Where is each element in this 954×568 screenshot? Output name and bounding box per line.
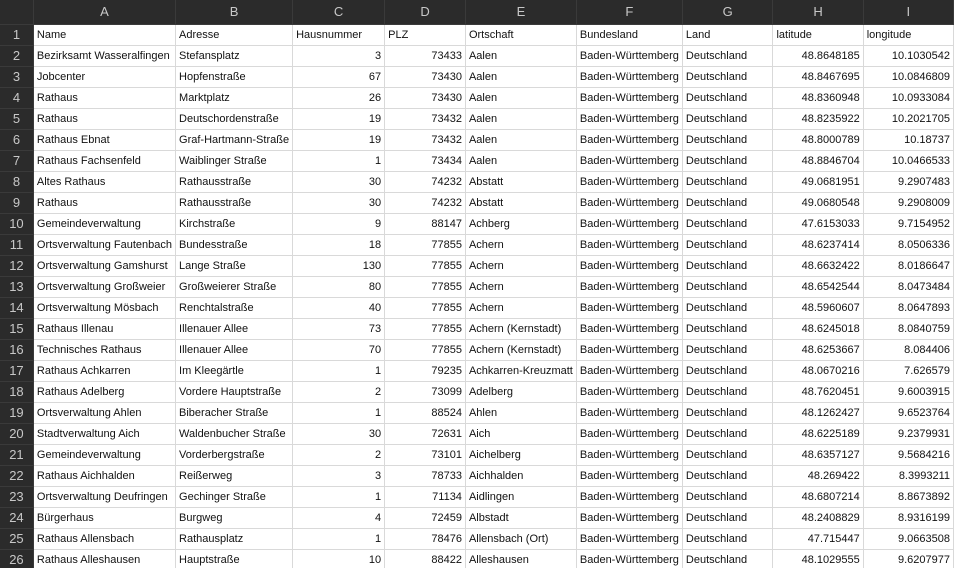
cell-h12[interactable]: 48.6632422 bbox=[773, 255, 863, 276]
cell-i1[interactable]: longitude bbox=[863, 24, 953, 45]
table-row bbox=[0, 171, 954, 192]
cell-b25[interactable]: Rathausplatz bbox=[176, 528, 293, 549]
cell-g3[interactable]: Deutschland bbox=[682, 66, 773, 87]
cell-i21[interactable]: 9.5684216 bbox=[863, 444, 953, 465]
cell-g16[interactable]: Deutschland bbox=[682, 339, 773, 360]
row-header[interactable]: 4 bbox=[0, 87, 33, 108]
cell-i14[interactable]: 8.0647893 bbox=[863, 297, 953, 318]
cell-d26[interactable]: 88422 bbox=[385, 549, 466, 568]
table-row bbox=[0, 150, 954, 171]
cell-g22[interactable]: Deutschland bbox=[682, 465, 773, 486]
row-header[interactable]: 13 bbox=[0, 276, 33, 297]
row-header[interactable]: 19 bbox=[0, 402, 33, 423]
table-row bbox=[0, 24, 954, 45]
row-header[interactable]: 3 bbox=[0, 66, 33, 87]
cell-g26[interactable]: Deutschland bbox=[682, 549, 773, 568]
table-row bbox=[0, 108, 954, 129]
cell-e22[interactable]: Aichhalden bbox=[465, 465, 576, 486]
row-header[interactable]: 22 bbox=[0, 465, 33, 486]
cell-h15[interactable]: 48.6245018 bbox=[773, 318, 863, 339]
cell-d15[interactable]: 77855 bbox=[385, 318, 466, 339]
cell-c23[interactable]: 1 bbox=[293, 486, 385, 507]
row-header[interactable]: 25 bbox=[0, 528, 33, 549]
cell-c26[interactable]: 10 bbox=[293, 549, 385, 568]
cell-a18[interactable]: Rathaus Adelberg bbox=[33, 381, 175, 402]
cell-c8[interactable]: 30 bbox=[293, 171, 385, 192]
cell-g25[interactable]: Deutschland bbox=[682, 528, 773, 549]
cell-b12[interactable]: Lange Straße bbox=[176, 255, 293, 276]
cell-d2[interactable]: 73433 bbox=[385, 45, 466, 66]
cell-b11[interactable]: Bundesstraße bbox=[176, 234, 293, 255]
cell-g24[interactable]: Deutschland bbox=[682, 507, 773, 528]
cell-d22[interactable]: 78733 bbox=[385, 465, 466, 486]
cell-h23[interactable]: 48.6807214 bbox=[773, 486, 863, 507]
cell-d23[interactable]: 71134 bbox=[385, 486, 466, 507]
cell-a4[interactable]: Rathaus bbox=[33, 87, 175, 108]
cell-g10[interactable]: Deutschland bbox=[682, 213, 773, 234]
select-all-corner[interactable] bbox=[0, 0, 33, 24]
cell-f20[interactable]: Baden-Württemberg bbox=[576, 423, 682, 444]
row-header[interactable]: 6 bbox=[0, 129, 33, 150]
cell-f18[interactable]: Baden-Württemberg bbox=[576, 381, 682, 402]
row-header[interactable]: 11 bbox=[0, 234, 33, 255]
row-header[interactable]: 26 bbox=[0, 549, 33, 568]
cell-i17[interactable]: 7.626579 bbox=[863, 360, 953, 381]
column-header-i[interactable]: I bbox=[863, 0, 953, 24]
table-row bbox=[0, 549, 954, 568]
column-header-g[interactable]: G bbox=[682, 0, 773, 24]
cell-c7[interactable]: 1 bbox=[293, 150, 385, 171]
cell-h25[interactable]: 47.715447 bbox=[773, 528, 863, 549]
cell-c13[interactable]: 80 bbox=[293, 276, 385, 297]
cell-c5[interactable]: 19 bbox=[293, 108, 385, 129]
cell-e21[interactable]: Aichelberg bbox=[465, 444, 576, 465]
cell-h8[interactable]: 49.0681951 bbox=[773, 171, 863, 192]
cell-a16[interactable]: Technisches Rathaus bbox=[33, 339, 175, 360]
cell-g2[interactable]: Deutschland bbox=[682, 45, 773, 66]
cell-i2[interactable]: 10.1030542 bbox=[863, 45, 953, 66]
cell-h7[interactable]: 48.8846704 bbox=[773, 150, 863, 171]
cell-c2[interactable]: 3 bbox=[293, 45, 385, 66]
cell-g21[interactable]: Deutschland bbox=[682, 444, 773, 465]
cell-f6[interactable]: Baden-Württemberg bbox=[576, 129, 682, 150]
cell-e1[interactable]: Ortschaft bbox=[465, 24, 576, 45]
row-header[interactable]: 24 bbox=[0, 507, 33, 528]
cell-a17[interactable]: Rathaus Achkarren bbox=[33, 360, 175, 381]
cell-e17[interactable]: Achkarren-Kreuzmatt bbox=[465, 360, 576, 381]
cell-g12[interactable]: Deutschland bbox=[682, 255, 773, 276]
table-row bbox=[0, 276, 954, 297]
cell-i7[interactable]: 10.0466533 bbox=[863, 150, 953, 171]
cell-i25[interactable]: 9.0663508 bbox=[863, 528, 953, 549]
cell-a21[interactable]: Gemeindeverwaltung bbox=[33, 444, 175, 465]
cell-f21[interactable]: Baden-Württemberg bbox=[576, 444, 682, 465]
cell-f13[interactable]: Baden-Württemberg bbox=[576, 276, 682, 297]
cell-b13[interactable]: Großweierer Straße bbox=[176, 276, 293, 297]
cell-f25[interactable]: Baden-Württemberg bbox=[576, 528, 682, 549]
cell-b10[interactable]: Kirchstraße bbox=[176, 213, 293, 234]
cell-g15[interactable]: Deutschland bbox=[682, 318, 773, 339]
row-header[interactable]: 17 bbox=[0, 360, 33, 381]
cell-h4[interactable]: 48.8360948 bbox=[773, 87, 863, 108]
table-row bbox=[0, 87, 954, 108]
column-header-row bbox=[0, 0, 954, 24]
table-row bbox=[0, 192, 954, 213]
cell-c10[interactable]: 9 bbox=[293, 213, 385, 234]
cell-b4[interactable]: Marktplatz bbox=[176, 87, 293, 108]
cell-h10[interactable]: 47.6153033 bbox=[773, 213, 863, 234]
row-header[interactable]: 5 bbox=[0, 108, 33, 129]
cell-i19[interactable]: 9.6523764 bbox=[863, 402, 953, 423]
cell-f2[interactable]: Baden-Württemberg bbox=[576, 45, 682, 66]
cell-i6[interactable]: 10.18737 bbox=[863, 129, 953, 150]
cell-b18[interactable]: Vordere Hauptstraße bbox=[176, 381, 293, 402]
cell-e9[interactable]: Abstatt bbox=[465, 192, 576, 213]
row-header[interactable]: 16 bbox=[0, 339, 33, 360]
cell-b6[interactable]: Graf-Hartmann-Straße bbox=[176, 129, 293, 150]
cell-a6[interactable]: Rathaus Ebnat bbox=[33, 129, 175, 150]
cell-h3[interactable]: 48.8467695 bbox=[773, 66, 863, 87]
cell-e26[interactable]: Alleshausen bbox=[465, 549, 576, 568]
cell-e15[interactable]: Achern (Kernstadt) bbox=[465, 318, 576, 339]
cell-e4[interactable]: Aalen bbox=[465, 87, 576, 108]
cell-i5[interactable]: 10.2021705 bbox=[863, 108, 953, 129]
cell-d20[interactable]: 72631 bbox=[385, 423, 466, 444]
cell-d24[interactable]: 72459 bbox=[385, 507, 466, 528]
cell-d7[interactable]: 73434 bbox=[385, 150, 466, 171]
cell-h21[interactable]: 48.6357127 bbox=[773, 444, 863, 465]
table-row bbox=[0, 507, 954, 528]
cell-c25[interactable]: 1 bbox=[293, 528, 385, 549]
table-row bbox=[0, 465, 954, 486]
cell-a5[interactable]: Rathaus bbox=[33, 108, 175, 129]
cell-d4[interactable]: 73430 bbox=[385, 87, 466, 108]
cell-f14[interactable]: Baden-Württemberg bbox=[576, 297, 682, 318]
cell-d10[interactable]: 88147 bbox=[385, 213, 466, 234]
cell-c19[interactable]: 1 bbox=[293, 402, 385, 423]
cell-f22[interactable]: Baden-Württemberg bbox=[576, 465, 682, 486]
cell-b2[interactable]: Stefansplatz bbox=[176, 45, 293, 66]
cell-d12[interactable]: 77855 bbox=[385, 255, 466, 276]
table-row bbox=[0, 528, 954, 549]
cell-g7[interactable]: Deutschland bbox=[682, 150, 773, 171]
cell-g18[interactable]: Deutschland bbox=[682, 381, 773, 402]
cell-c18[interactable]: 2 bbox=[293, 381, 385, 402]
column-header-b[interactable]: B bbox=[176, 0, 293, 24]
cell-d21[interactable]: 73101 bbox=[385, 444, 466, 465]
cell-a8[interactable]: Altes Rathaus bbox=[33, 171, 175, 192]
cell-c9[interactable]: 30 bbox=[293, 192, 385, 213]
cell-a19[interactable]: Ortsverwaltung Ahlen bbox=[33, 402, 175, 423]
table-row bbox=[0, 129, 954, 150]
cell-c17[interactable]: 1 bbox=[293, 360, 385, 381]
cell-b5[interactable]: Deutschordenstraße bbox=[176, 108, 293, 129]
cell-d17[interactable]: 79235 bbox=[385, 360, 466, 381]
cell-b19[interactable]: Biberacher Straße bbox=[176, 402, 293, 423]
cell-c11[interactable]: 18 bbox=[293, 234, 385, 255]
cell-i4[interactable]: 10.0933084 bbox=[863, 87, 953, 108]
cell-d11[interactable]: 77855 bbox=[385, 234, 466, 255]
cell-a23[interactable]: Ortsverwaltung Deufringen bbox=[33, 486, 175, 507]
cell-e5[interactable]: Aalen bbox=[465, 108, 576, 129]
cell-e10[interactable]: Achberg bbox=[465, 213, 576, 234]
cell-h13[interactable]: 48.6542544 bbox=[773, 276, 863, 297]
cell-b24[interactable]: Burgweg bbox=[176, 507, 293, 528]
table-row bbox=[0, 45, 954, 66]
cell-f26[interactable]: Baden-Württemberg bbox=[576, 549, 682, 568]
cell-e3[interactable]: Aalen bbox=[465, 66, 576, 87]
cell-g5[interactable]: Deutschland bbox=[682, 108, 773, 129]
cell-h14[interactable]: 48.5960607 bbox=[773, 297, 863, 318]
cell-a13[interactable]: Ortsverwaltung Großweier bbox=[33, 276, 175, 297]
cell-b15[interactable]: Illenauer Allee bbox=[176, 318, 293, 339]
cell-d8[interactable]: 74232 bbox=[385, 171, 466, 192]
cell-c15[interactable]: 73 bbox=[293, 318, 385, 339]
cell-f19[interactable]: Baden-Württemberg bbox=[576, 402, 682, 423]
cell-h11[interactable]: 48.6237414 bbox=[773, 234, 863, 255]
cell-c3[interactable]: 67 bbox=[293, 66, 385, 87]
cell-h19[interactable]: 48.1262427 bbox=[773, 402, 863, 423]
cell-b7[interactable]: Waiblinger Straße bbox=[176, 150, 293, 171]
cell-i24[interactable]: 8.9316199 bbox=[863, 507, 953, 528]
cell-a3[interactable]: Jobcenter bbox=[33, 66, 175, 87]
cell-a14[interactable]: Ortsverwaltung Mösbach bbox=[33, 297, 175, 318]
cell-d9[interactable]: 74232 bbox=[385, 192, 466, 213]
table-row bbox=[0, 213, 954, 234]
cell-i8[interactable]: 9.2907483 bbox=[863, 171, 953, 192]
cell-b26[interactable]: Hauptstraße bbox=[176, 549, 293, 568]
cell-f11[interactable]: Baden-Württemberg bbox=[576, 234, 682, 255]
cell-h26[interactable]: 48.1029555 bbox=[773, 549, 863, 568]
cell-a15[interactable]: Rathaus Illenau bbox=[33, 318, 175, 339]
row-header[interactable]: 12 bbox=[0, 255, 33, 276]
cell-i11[interactable]: 8.0506336 bbox=[863, 234, 953, 255]
cell-g13[interactable]: Deutschland bbox=[682, 276, 773, 297]
cell-e20[interactable]: Aich bbox=[465, 423, 576, 444]
cell-b3[interactable]: Hopfenstraße bbox=[176, 66, 293, 87]
cell-h20[interactable]: 48.6225189 bbox=[773, 423, 863, 444]
cell-b22[interactable]: Reißerweg bbox=[176, 465, 293, 486]
cell-g9[interactable]: Deutschland bbox=[682, 192, 773, 213]
cell-h2[interactable]: 48.8648185 bbox=[773, 45, 863, 66]
cell-h24[interactable]: 48.2408829 bbox=[773, 507, 863, 528]
cell-g20[interactable]: Deutschland bbox=[682, 423, 773, 444]
cell-d1[interactable]: PLZ bbox=[385, 24, 466, 45]
table-row bbox=[0, 66, 954, 87]
table-row bbox=[0, 297, 954, 318]
cell-i9[interactable]: 9.2908009 bbox=[863, 192, 953, 213]
cell-e18[interactable]: Adelberg bbox=[465, 381, 576, 402]
cell-a20[interactable]: Stadtverwaltung Aich bbox=[33, 423, 175, 444]
table-row bbox=[0, 339, 954, 360]
cell-b8[interactable]: Rathausstraße bbox=[176, 171, 293, 192]
cell-g19[interactable]: Deutschland bbox=[682, 402, 773, 423]
column-header-h[interactable]: H bbox=[773, 0, 863, 24]
table-row bbox=[0, 360, 954, 381]
cell-d6[interactable]: 73432 bbox=[385, 129, 466, 150]
cell-i26[interactable]: 9.6207977 bbox=[863, 549, 953, 568]
cell-i16[interactable]: 8.084406 bbox=[863, 339, 953, 360]
cell-c1[interactable]: Hausnummer bbox=[293, 24, 385, 45]
column-header-f[interactable]: F bbox=[576, 0, 682, 24]
row-header[interactable]: 14 bbox=[0, 297, 33, 318]
cell-g6[interactable]: Deutschland bbox=[682, 129, 773, 150]
cell-e12[interactable]: Achern bbox=[465, 255, 576, 276]
cell-c24[interactable]: 4 bbox=[293, 507, 385, 528]
cell-d5[interactable]: 73432 bbox=[385, 108, 466, 129]
cell-g8[interactable]: Deutschland bbox=[682, 171, 773, 192]
cell-i12[interactable]: 8.0186647 bbox=[863, 255, 953, 276]
table-row bbox=[0, 381, 954, 402]
cell-a22[interactable]: Rathaus Aichhalden bbox=[33, 465, 175, 486]
row-header[interactable]: 1 bbox=[0, 24, 33, 45]
cell-e19[interactable]: Ahlen bbox=[465, 402, 576, 423]
row-header[interactable]: 9 bbox=[0, 192, 33, 213]
column-header-c[interactable]: C bbox=[293, 0, 385, 24]
cell-d19[interactable]: 88524 bbox=[385, 402, 466, 423]
cell-g17[interactable]: Deutschland bbox=[682, 360, 773, 381]
column-header-e[interactable]: E bbox=[465, 0, 576, 24]
cell-e14[interactable]: Achern bbox=[465, 297, 576, 318]
cell-i20[interactable]: 9.2379931 bbox=[863, 423, 953, 444]
table-row bbox=[0, 318, 954, 339]
cell-b16[interactable]: Illenauer Allee bbox=[176, 339, 293, 360]
cell-f12[interactable]: Baden-Württemberg bbox=[576, 255, 682, 276]
cell-a1[interactable]: Name bbox=[33, 24, 175, 45]
cell-f23[interactable]: Baden-Württemberg bbox=[576, 486, 682, 507]
cell-c20[interactable]: 30 bbox=[293, 423, 385, 444]
cell-e7[interactable]: Aalen bbox=[465, 150, 576, 171]
cell-c14[interactable]: 40 bbox=[293, 297, 385, 318]
cell-a9[interactable]: Rathaus bbox=[33, 192, 175, 213]
cell-a11[interactable]: Ortsverwaltung Fautenbach bbox=[33, 234, 175, 255]
cell-e16[interactable]: Achern (Kernstadt) bbox=[465, 339, 576, 360]
cell-a12[interactable]: Ortsverwaltung Gamshurst bbox=[33, 255, 175, 276]
cell-h5[interactable]: 48.8235922 bbox=[773, 108, 863, 129]
cell-c6[interactable]: 19 bbox=[293, 129, 385, 150]
cell-a25[interactable]: Rathaus Allensbach bbox=[33, 528, 175, 549]
cell-c21[interactable]: 2 bbox=[293, 444, 385, 465]
row-header[interactable]: 18 bbox=[0, 381, 33, 402]
row-header[interactable]: 20 bbox=[0, 423, 33, 444]
cell-a2[interactable]: Bezirksamt Wasseralfingen bbox=[33, 45, 175, 66]
row-header[interactable]: 2 bbox=[0, 45, 33, 66]
cell-f4[interactable]: Baden-Württemberg bbox=[576, 87, 682, 108]
cell-h1[interactable]: latitude bbox=[773, 24, 863, 45]
cell-d13[interactable]: 77855 bbox=[385, 276, 466, 297]
cell-h6[interactable]: 48.8000789 bbox=[773, 129, 863, 150]
cell-i10[interactable]: 9.7154952 bbox=[863, 213, 953, 234]
cell-g1[interactable]: Land bbox=[682, 24, 773, 45]
cell-g4[interactable]: Deutschland bbox=[682, 87, 773, 108]
cell-d18[interactable]: 73099 bbox=[385, 381, 466, 402]
table-row bbox=[0, 255, 954, 276]
cell-g11[interactable]: Deutschland bbox=[682, 234, 773, 255]
cell-c16[interactable]: 70 bbox=[293, 339, 385, 360]
cell-f24[interactable]: Baden-Württemberg bbox=[576, 507, 682, 528]
table-row bbox=[0, 444, 954, 465]
cell-e24[interactable]: Albstadt bbox=[465, 507, 576, 528]
row-header[interactable]: 10 bbox=[0, 213, 33, 234]
cell-b21[interactable]: Vorderbergstraße bbox=[176, 444, 293, 465]
cell-e2[interactable]: Aalen bbox=[465, 45, 576, 66]
cell-f9[interactable]: Baden-Württemberg bbox=[576, 192, 682, 213]
cell-a10[interactable]: Gemeindeverwaltung bbox=[33, 213, 175, 234]
cell-e23[interactable]: Aidlingen bbox=[465, 486, 576, 507]
cell-i13[interactable]: 8.0473484 bbox=[863, 276, 953, 297]
cell-f15[interactable]: Baden-Württemberg bbox=[576, 318, 682, 339]
column-header-a[interactable]: A bbox=[33, 0, 175, 24]
cell-e11[interactable]: Achern bbox=[465, 234, 576, 255]
row-header[interactable]: 23 bbox=[0, 486, 33, 507]
table-row bbox=[0, 402, 954, 423]
cell-e6[interactable]: Aalen bbox=[465, 129, 576, 150]
cell-i15[interactable]: 8.0840759 bbox=[863, 318, 953, 339]
cell-f3[interactable]: Baden-Württemberg bbox=[576, 66, 682, 87]
cell-b14[interactable]: Renchtalstraße bbox=[176, 297, 293, 318]
cell-a24[interactable]: Bürgerhaus bbox=[33, 507, 175, 528]
cell-b9[interactable]: Rathausstraße bbox=[176, 192, 293, 213]
row-header[interactable]: 21 bbox=[0, 444, 33, 465]
cell-b23[interactable]: Gechinger Straße bbox=[176, 486, 293, 507]
cell-f16[interactable]: Baden-Württemberg bbox=[576, 339, 682, 360]
cell-e25[interactable]: Allensbach (Ort) bbox=[465, 528, 576, 549]
cell-e13[interactable]: Achern bbox=[465, 276, 576, 297]
cell-f5[interactable]: Baden-Württemberg bbox=[576, 108, 682, 129]
cell-h16[interactable]: 48.6253667 bbox=[773, 339, 863, 360]
cell-i23[interactable]: 8.8673892 bbox=[863, 486, 953, 507]
cell-i3[interactable]: 10.0846809 bbox=[863, 66, 953, 87]
cell-e8[interactable]: Abstatt bbox=[465, 171, 576, 192]
cell-c22[interactable]: 3 bbox=[293, 465, 385, 486]
cell-d14[interactable]: 77855 bbox=[385, 297, 466, 318]
cell-h9[interactable]: 49.0680548 bbox=[773, 192, 863, 213]
cell-f10[interactable]: Baden-Württemberg bbox=[576, 213, 682, 234]
cell-g23[interactable]: Deutschland bbox=[682, 486, 773, 507]
cell-f17[interactable]: Baden-Württemberg bbox=[576, 360, 682, 381]
cell-g14[interactable]: Deutschland bbox=[682, 297, 773, 318]
table-row bbox=[0, 423, 954, 444]
cell-a7[interactable]: Rathaus Fachsenfeld bbox=[33, 150, 175, 171]
cell-h18[interactable]: 48.7620451 bbox=[773, 381, 863, 402]
cell-f8[interactable]: Baden-Württemberg bbox=[576, 171, 682, 192]
row-header[interactable]: 7 bbox=[0, 150, 33, 171]
cell-b1[interactable]: Adresse bbox=[176, 24, 293, 45]
cell-b20[interactable]: Waldenbucher Straße bbox=[176, 423, 293, 444]
cell-h17[interactable]: 48.0670216 bbox=[773, 360, 863, 381]
cell-h22[interactable]: 48.269422 bbox=[773, 465, 863, 486]
table-row bbox=[0, 234, 954, 255]
column-header-d[interactable]: D bbox=[385, 0, 466, 24]
cell-i18[interactable]: 9.6003915 bbox=[863, 381, 953, 402]
cell-c4[interactable]: 26 bbox=[293, 87, 385, 108]
cell-d3[interactable]: 73430 bbox=[385, 66, 466, 87]
cell-f7[interactable]: Baden-Württemberg bbox=[576, 150, 682, 171]
cell-i22[interactable]: 8.3993211 bbox=[863, 465, 953, 486]
row-header[interactable]: 15 bbox=[0, 318, 33, 339]
cell-b17[interactable]: Im Kleegärtle bbox=[176, 360, 293, 381]
cell-c12[interactable]: 130 bbox=[293, 255, 385, 276]
cell-d25[interactable]: 78476 bbox=[385, 528, 466, 549]
table-row bbox=[0, 486, 954, 507]
cell-f1[interactable]: Bundesland bbox=[576, 24, 682, 45]
cell-d16[interactable]: 77855 bbox=[385, 339, 466, 360]
cell-a26[interactable]: Rathaus Alleshausen bbox=[33, 549, 175, 568]
row-header[interactable]: 8 bbox=[0, 171, 33, 192]
